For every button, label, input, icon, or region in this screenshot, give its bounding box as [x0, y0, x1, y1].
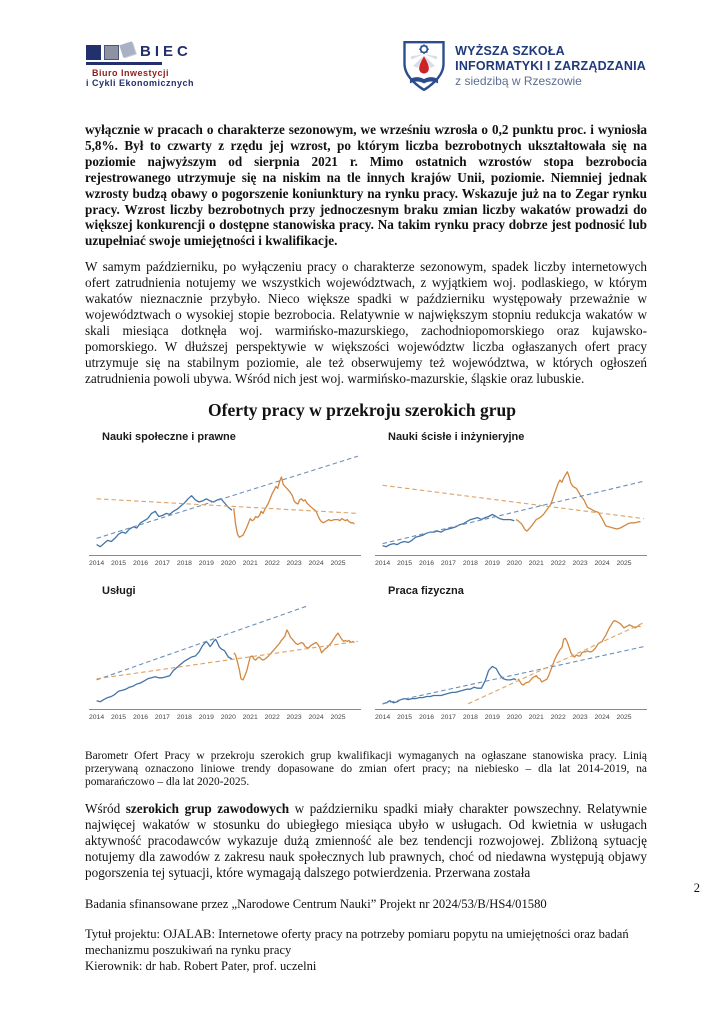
svg-text:2014: 2014	[375, 559, 391, 567]
svg-text:2020: 2020	[506, 559, 522, 567]
svg-text:2019: 2019	[484, 559, 500, 567]
svg-text:2023: 2023	[572, 559, 588, 567]
chart-title-uslugi: Usługi	[102, 584, 136, 597]
line-chart-praca-fizyczna	[375, 602, 647, 724]
svg-text:2022: 2022	[550, 713, 566, 721]
svg-text:2018: 2018	[176, 559, 192, 567]
svg-text:2019: 2019	[484, 713, 500, 721]
svg-text:2022: 2022	[264, 559, 280, 567]
footer-project-lead: Kierownik: dr hab. Robert Pater, prof. uczelni	[85, 958, 317, 973]
line-chart-uslugi	[89, 602, 361, 724]
svg-text:2022: 2022	[550, 559, 566, 567]
svg-text:2017: 2017	[440, 559, 456, 567]
p3-prefix: Wśród	[85, 801, 126, 817]
p3-bold-phrase: szerokich grup zawodowych	[125, 801, 290, 817]
svg-text:2021: 2021	[528, 713, 544, 721]
svg-text:2025: 2025	[616, 713, 632, 721]
wsiz-name-line1: WYŻSZA SZKOŁA	[455, 43, 565, 58]
charts-section-title: Oferty pracy w przekroju szerokich grup	[208, 399, 516, 420]
footer-funding-line: Badania sfinansowane przez „Narodowe Centrum Nauki” Projekt nr 2024/53/B/HS4/01580	[85, 896, 547, 911]
svg-text:2024: 2024	[308, 713, 324, 721]
svg-text:2014: 2014	[375, 713, 391, 721]
svg-text:2020: 2020	[220, 559, 236, 567]
biec-logo-mark	[86, 40, 214, 60]
page-header	[0, 0, 724, 102]
biec-underline-bar	[86, 62, 162, 65]
chart-cell-praca-fizyczna	[375, 584, 647, 724]
svg-text:2020: 2020	[506, 713, 522, 721]
paragraph-voivodships: W samym październiku, po wyłączeniu pracy o charakterze sezonowym, spadek liczby internetowych ofert zatrudnienia notujemy we wszystkich województwach, z wyjątkiem woj. podlaskiego, w którym wakatów nieznacznie przybyło. Nieco większe spadki w październiku występowały przeważnie w województwach o wysokiej stopie bezrobocia. Relatywnie w największym stopniu redukcja wakatów w skali miesiąca dotknęła woj. warmińsko-mazurskiego, zachodniopomorskiego oraz kujawsko-pomorskiego. W dłuższej perspektywie w większości województw liczba ogłaszanych ofert pracy utrzymuje się na stabilnym poziomie, ale też obserwujemy też województwa, w których ogłoszeń zatrudnienia powoli ubywa. Wśród nich jest woj. warmińsko-mazurskie, śląskie oraz lubuskie.	[85, 259, 647, 386]
wsiz-location-line: z siedzibą w Rzeszowie	[455, 73, 582, 88]
svg-text:2025: 2025	[330, 713, 346, 721]
chart-cell-nauki-scisle	[375, 430, 647, 570]
biec-gray-square-icon	[104, 45, 119, 60]
line-chart-nauki-spoleczne	[89, 448, 361, 570]
biec-navy-square-icon	[86, 45, 101, 60]
svg-text:2021: 2021	[528, 559, 544, 567]
svg-text:2016: 2016	[132, 559, 149, 567]
svg-text:2021: 2021	[242, 559, 258, 567]
svg-text:2015: 2015	[396, 559, 413, 567]
wsiz-logo	[402, 40, 646, 92]
svg-text:2015: 2015	[396, 713, 413, 721]
svg-text:2018: 2018	[462, 713, 478, 721]
paragraph-broad-groups	[0, 801, 724, 881]
page-number: 2	[693, 880, 700, 895]
svg-text:2024: 2024	[594, 559, 610, 567]
line-chart-nauki-scisle	[375, 448, 647, 570]
chart-cell-uslugi	[89, 584, 361, 724]
wsiz-text-block	[455, 44, 646, 89]
svg-text:2015: 2015	[110, 559, 127, 567]
page-footer	[0, 896, 724, 974]
biec-logo	[86, 40, 214, 88]
svg-text:2020: 2020	[220, 713, 236, 721]
svg-text:2014: 2014	[89, 713, 105, 721]
biec-subtitle-line2: i Cykli Ekonomicznych	[86, 78, 195, 88]
svg-text:2023: 2023	[286, 713, 302, 721]
svg-text:2014: 2014	[89, 559, 105, 567]
svg-text:2016: 2016	[418, 713, 435, 721]
footer-project-title: Tytuł projektu: OJALAB: Internetowe oferty pracy na potrzeby pomiaru popytu na umiejętności oraz badań mechanizmu poszukiwań na rynku pracy	[85, 926, 629, 957]
svg-text:2017: 2017	[154, 559, 170, 567]
p3-rest: w październiku spadki miały charakter powszechny. Relatywnie najwięcej wakatów w stosunku do ubiegłego miesiąca ubyło w usługach. Od kwietnia w usługach aktywność pracodawców wykazuje dużą zmienność ale bez tendencji rozwojowej. Zbliżoną sytuację notujemy dla zawodów z zakresu nauk społecznych lub prawnych, choć od niedawna występują objawy pogorszenia tej sytuacji, które wymagają dalszego potwierdzenia. Przerwana została	[85, 801, 647, 880]
svg-text:2019: 2019	[198, 559, 214, 567]
svg-text:2017: 2017	[440, 713, 456, 721]
biec-wordmark: BIEC	[140, 43, 192, 60]
svg-text:2021: 2021	[242, 713, 258, 721]
svg-text:2018: 2018	[176, 713, 192, 721]
svg-text:2017: 2017	[154, 713, 170, 721]
svg-text:2023: 2023	[286, 559, 302, 567]
svg-text:2016: 2016	[132, 713, 149, 721]
paragraph-unemployment-bold: wyłącznie w pracach o charakterze sezonowym, we wrześniu wzrosła o 0,2 punktu proc. i wyniosła 5,8%. Był to czwarty z rzędu jej wzrost, po którym liczba bezrobotnych ukształtowała się na poziomie najwyższym od sierpnia 2021 r. Mimo ostatnich wzrostów stopa bezrobocia rejestrowanego utrzymuje się na niskim na tle innych krajów Unii, poziomie. Niemniej jednak wzrosty budzą obawy o pogorszenie koniunktury na rynku pracy. Wskazuje już na to Zegar rynku pracy. Wzrost liczby bezrobotnych przy jednoczesnym braku zmian liczby wakatów prowadzi do większej konkurencji o dostępne stanowiska pracy. Na takim rynku pracy dobrze jest podnosić lub uzupełniać swoje umiejętności i kwalifikacje.	[85, 122, 647, 249]
svg-text:2019: 2019	[198, 713, 214, 721]
svg-text:2025: 2025	[616, 559, 632, 567]
biec-diamond-icon	[119, 41, 135, 57]
svg-text:2018: 2018	[462, 559, 478, 567]
svg-text:2023: 2023	[572, 713, 588, 721]
svg-text:2016: 2016	[418, 559, 435, 567]
svg-text:2015: 2015	[110, 713, 127, 721]
svg-text:2024: 2024	[594, 713, 610, 721]
chart-title-nauki-scisle: Nauki ścisłe i inżynieryjne	[388, 430, 525, 443]
svg-text:2022: 2022	[264, 713, 280, 721]
chart-title-nauki-spoleczne: Nauki społeczne i prawne	[102, 430, 236, 443]
biec-subtitle-line1: Biuro Inwestycji	[92, 68, 170, 78]
wsiz-name-line2: INFORMATYKI I ZARZĄDZANIA	[455, 58, 646, 73]
wsiz-shield-icon	[402, 40, 446, 92]
charts-grid	[89, 430, 724, 724]
svg-text:2024: 2024	[308, 559, 324, 567]
figure-caption: Barometr Ofert Pracy w przekroju szerokich grup kwalifikacji wymaganych na ogłaszane stanowiska pracy. Linią przerywaną oznaczono liniowe trendy dopasowane do zmian ofert pracy; na niebiesko – dla lat 2014-2019, na pomarańczowo – dla lat 2020-2025.	[85, 749, 647, 789]
svg-text:2025: 2025	[330, 559, 346, 567]
chart-title-praca-fizyczna: Praca fizyczna	[388, 584, 464, 597]
chart-cell-nauki-spoleczne	[89, 430, 361, 570]
